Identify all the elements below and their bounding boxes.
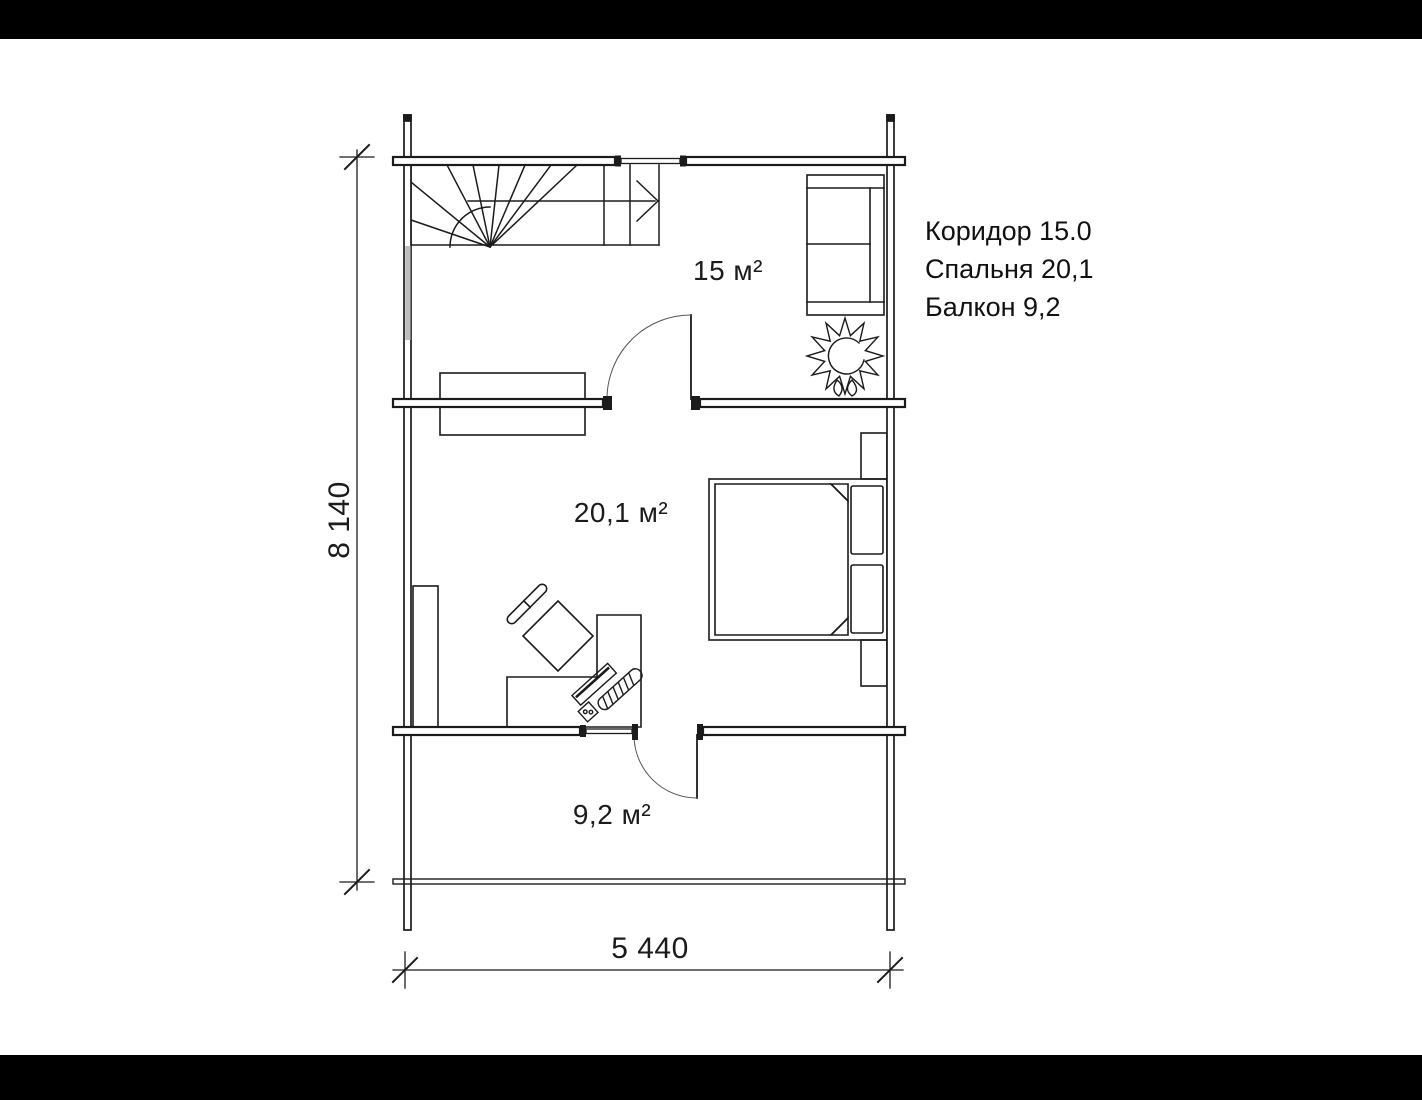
legend-item-corridor: Коридор 15.0 [925,216,1092,246]
nightstand-icon [861,640,887,686]
window-icon [621,159,680,164]
nightstand-icon [861,433,887,479]
window-icon [586,729,632,734]
computer-icon [568,651,645,725]
door-post [603,396,612,410]
sofa-icon [807,175,884,315]
wardrobe-icon [413,586,438,728]
legend-item-bedroom: Спальня 20,1 [925,254,1094,284]
plant-icon [807,318,883,396]
hidden-edge [405,246,410,340]
door-post [691,396,700,410]
dimension-width-label: 5 440 [611,932,689,965]
door-post [697,724,703,740]
room-area-label-bedroom: 20,1 м² [573,497,669,528]
office-chair-icon [505,582,593,671]
double-bed-icon [709,433,887,686]
balcony-rail [393,879,905,884]
door-bedroom-icon [607,315,691,399]
room-area-label-balcony: 9,2 м² [572,799,652,830]
legend [925,212,1094,326]
legend-item-balcony: Балкон 9,2 [925,292,1061,322]
door-post [632,724,638,740]
stairs-icon [411,165,659,247]
dimension-height-label: 8 140 [323,481,356,559]
room-area-label-corridor: 15 м² [693,255,763,286]
door-balcony-icon [634,735,697,798]
dimension-lines [340,145,903,988]
